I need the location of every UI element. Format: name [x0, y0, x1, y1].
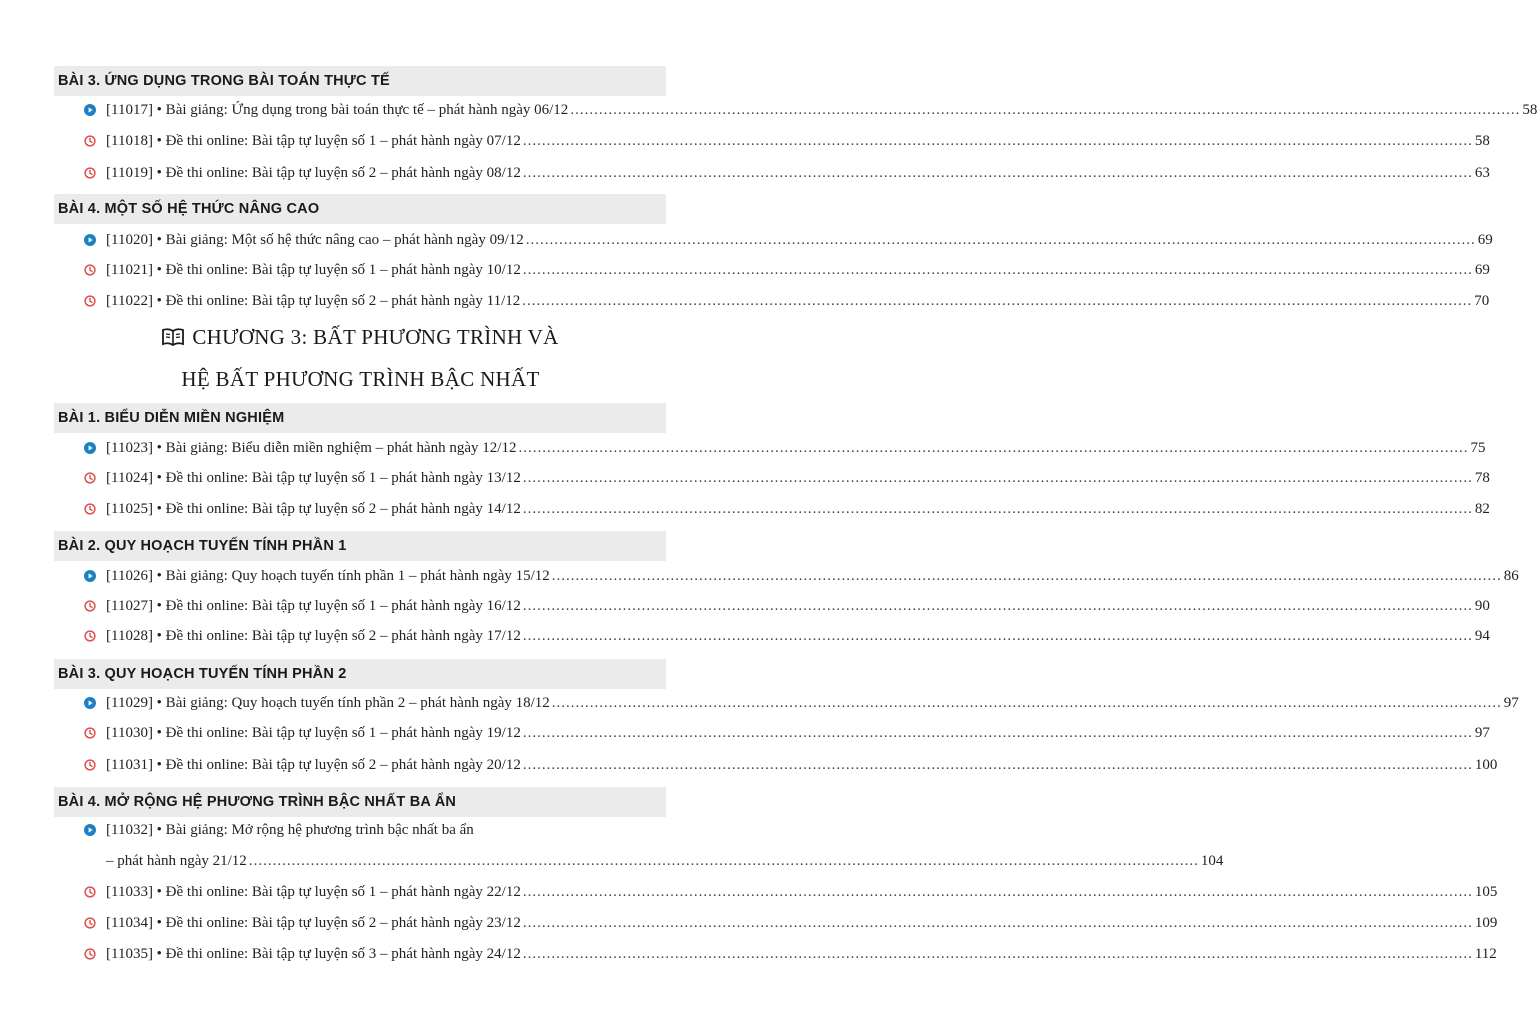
section-header: BÀI 3. QUY HOẠCH TUYẾN TÍNH PHẦN 2	[54, 659, 666, 689]
entry-text: [11027] • Đề thi online: Bài tập tự luyện số 1 – phát hành ngày 16/12	[106, 597, 521, 614]
page-number: 105	[1474, 883, 1498, 900]
entry-text: [11023] • Bài giảng: Biểu diễn miền nghiệm – phát hành ngày 12/12	[106, 439, 517, 456]
book-icon	[162, 327, 184, 352]
leader-dots: ........................................................................................................................................................................................................	[522, 500, 1473, 517]
page-number: 63	[1474, 164, 1490, 181]
play-icon	[84, 442, 96, 454]
entry-text: – phát hành ngày 21/12	[106, 852, 247, 869]
play-icon	[84, 697, 96, 709]
section-header: BÀI 4. MỞ RỘNG HỆ PHƯƠNG TRÌNH BẬC NHẤT BA ẨN	[54, 787, 666, 817]
page-number: 94	[1474, 627, 1490, 644]
page-number: 100	[1474, 756, 1498, 773]
clock-icon	[84, 135, 96, 147]
section-header: BÀI 3. ỨNG DỤNG TRONG BÀI TOÁN THỰC TẾ	[54, 66, 666, 96]
toc-entry[interactable]	[84, 818, 664, 842]
leader-dots: ........................................................................................................................................................................................................	[525, 231, 1476, 248]
toc-entry[interactable]	[84, 289, 1490, 313]
toc-entry[interactable]	[84, 594, 1490, 618]
page-number: 69	[1474, 261, 1490, 278]
entry-text: [11030] • Đề thi online: Bài tập tự luyện số 1 – phát hành ngày 19/12	[106, 724, 521, 741]
leader-dots: ........................................................................................................................................................................................................	[248, 852, 1199, 869]
chapter-title	[0, 325, 721, 352]
page-number: 69	[1477, 231, 1493, 248]
leader-dots: ........................................................................................................................................................................................................	[551, 567, 1502, 584]
entry-text: [11029] • Bài giảng: Quy hoạch tuyến tính phần 2 – phát hành ngày 18/12	[106, 694, 550, 711]
clock-icon	[84, 886, 96, 898]
page-number: 97	[1503, 694, 1519, 711]
page-number: 112	[1474, 945, 1497, 962]
entry-text: [11022] • Đề thi online: Bài tập tự luyện số 2 – phát hành ngày 11/12	[106, 292, 521, 309]
leader-dots: ........................................................................................................................................................................................................	[522, 469, 1473, 486]
play-icon	[84, 570, 96, 582]
chapter-line-1: CHƯƠNG 3: BẤT PHƯƠNG TRÌNH VÀ	[192, 325, 559, 349]
toc-entry[interactable]	[84, 624, 1490, 648]
clock-icon	[84, 295, 96, 307]
page-number: 78	[1474, 469, 1490, 486]
clock-icon	[84, 948, 96, 960]
leader-dots: ........................................................................................................................................................................................................	[522, 164, 1473, 181]
toc-entry[interactable]	[84, 942, 1497, 966]
clock-icon	[84, 472, 96, 484]
entry-text: [11019] • Đề thi online: Bài tập tự luyện số 2 – phát hành ngày 08/12	[106, 164, 521, 181]
leader-dots: ........................................................................................................................................................................................................	[522, 945, 1473, 962]
play-icon	[84, 234, 96, 246]
clock-icon	[84, 917, 96, 929]
entry-text: [11028] • Đề thi online: Bài tập tự luyện số 2 – phát hành ngày 17/12	[106, 627, 521, 644]
toc-entry[interactable]	[84, 497, 1490, 521]
leader-dots: ........................................................................................................................................................................................................	[518, 439, 1469, 456]
entry-text: [11020] • Bài giảng: Một số hệ thức nâng cao – phát hành ngày 09/12	[106, 231, 524, 248]
toc-entry[interactable]	[84, 129, 1490, 153]
page-number: 104	[1200, 852, 1224, 869]
entry-text: [11032] • Bài giảng: Mở rộng hệ phương trình bậc nhất ba ẩn	[106, 821, 474, 838]
leader-dots: ........................................................................................................................................................................................................	[522, 627, 1473, 644]
page-number: 82	[1474, 500, 1490, 517]
page-number: 97	[1474, 724, 1490, 741]
leader-dots: ........................................................................................................................................................................................................	[570, 101, 1521, 118]
toc-entry-continuation[interactable]	[106, 849, 1224, 873]
clock-icon	[84, 503, 96, 515]
leader-dots: ........................................................................................................................................................................................................	[522, 292, 1473, 309]
chapter-line-2: HỆ BẤT PHƯƠNG TRÌNH BẬC NHẤT	[181, 367, 540, 391]
entry-text: [11034] • Đề thi online: Bài tập tự luyện số 2 – phát hành ngày 23/12	[106, 914, 521, 931]
entry-text: [11024] • Đề thi online: Bài tập tự luyện số 1 – phát hành ngày 13/12	[106, 469, 521, 486]
toc-entry[interactable]	[84, 98, 1537, 122]
entry-text: [11017] • Bài giảng: Ứng dụng trong bài toán thực tế – phát hành ngày 06/12	[106, 101, 569, 118]
page-number: 70	[1474, 292, 1490, 309]
entry-text: [11018] • Đề thi online: Bài tập tự luyện số 1 – phát hành ngày 07/12	[106, 132, 521, 149]
toc-entry[interactable]	[84, 911, 1498, 935]
entry-text: [11033] • Đề thi online: Bài tập tự luyện số 1 – phát hành ngày 22/12	[106, 883, 521, 900]
toc-entry[interactable]	[84, 228, 1493, 252]
play-icon	[84, 824, 96, 836]
toc-entry[interactable]	[84, 753, 1498, 777]
page-number: 90	[1474, 597, 1490, 614]
play-icon	[84, 104, 96, 116]
leader-dots: ........................................................................................................................................................................................................	[522, 597, 1473, 614]
leader-dots: ........................................................................................................................................................................................................	[522, 132, 1473, 149]
toc-entry[interactable]	[84, 466, 1490, 490]
clock-icon	[84, 264, 96, 276]
toc-entry[interactable]	[84, 436, 1486, 460]
section-header: BÀI 2. QUY HOẠCH TUYẾN TÍNH PHẦN 1	[54, 531, 666, 561]
leader-dots: ........................................................................................................................................................................................................	[522, 756, 1473, 773]
toc-entry[interactable]	[84, 721, 1490, 745]
entry-text: [11031] • Đề thi online: Bài tập tự luyện số 2 – phát hành ngày 20/12	[106, 756, 521, 773]
clock-icon	[84, 630, 96, 642]
leader-dots: ........................................................................................................................................................................................................	[522, 883, 1473, 900]
toc-entry[interactable]	[84, 691, 1519, 715]
page-number: 58	[1522, 101, 1537, 118]
leader-dots: ........................................................................................................................................................................................................	[522, 261, 1473, 278]
page-number: 86	[1503, 567, 1519, 584]
leader-dots: ........................................................................................................................................................................................................	[551, 694, 1502, 711]
entry-text: [11025] • Đề thi online: Bài tập tự luyện số 2 – phát hành ngày 14/12	[106, 500, 521, 517]
page-number: 75	[1470, 439, 1486, 456]
page-number: 58	[1474, 132, 1490, 149]
page-number: 109	[1474, 914, 1498, 931]
toc-entry[interactable]	[84, 258, 1490, 282]
section-header: BÀI 1. BIỂU DIỄN MIỀN NGHIỆM	[54, 403, 666, 433]
clock-icon	[84, 600, 96, 612]
toc-entry[interactable]	[84, 161, 1490, 185]
leader-dots: ........................................................................................................................................................................................................	[522, 914, 1473, 931]
leader-dots: ........................................................................................................................................................................................................	[522, 724, 1473, 741]
toc-entry[interactable]	[84, 880, 1498, 904]
section-header: BÀI 4. MỘT SỐ HỆ THỨC NÂNG CAO	[54, 194, 666, 224]
toc-entry[interactable]	[84, 564, 1519, 588]
clock-icon	[84, 727, 96, 739]
entry-text: [11035] • Đề thi online: Bài tập tự luyện số 3 – phát hành ngày 24/12	[106, 945, 521, 962]
entry-text: [11021] • Đề thi online: Bài tập tự luyện số 1 – phát hành ngày 10/12	[106, 261, 521, 278]
clock-icon	[84, 167, 96, 179]
entry-text: [11026] • Bài giảng: Quy hoạch tuyến tính phần 1 – phát hành ngày 15/12	[106, 567, 550, 584]
clock-icon	[84, 759, 96, 771]
